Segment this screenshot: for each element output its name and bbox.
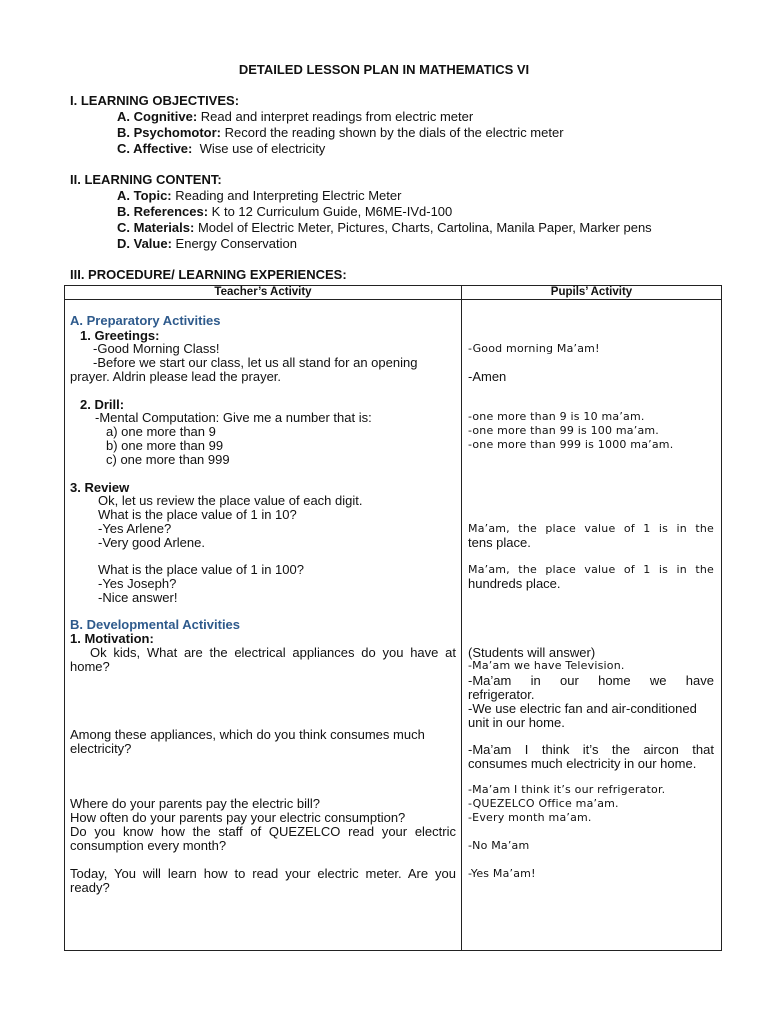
teacher-line: Today, You will learn how to read your electric meter. Are you	[70, 866, 456, 881]
objective-cognitive	[117, 109, 473, 124]
topic-text: Reading and Interpreting Electric Meter	[175, 188, 402, 203]
pupil-line: -Ma’am we have Television.	[468, 659, 625, 672]
pupil-line: consumes much electricity in our home.	[468, 756, 697, 771]
teacher-line: -Nice answer!	[98, 590, 178, 605]
teacher-activity-cell	[65, 300, 461, 950]
teacher-line: What is the place value of 1 in 10?	[98, 507, 297, 522]
content-value	[117, 236, 297, 251]
teacher-line: c) one more than 999	[106, 452, 230, 467]
content-topic	[117, 188, 401, 203]
references-label: B. References:	[117, 204, 209, 219]
pupil-line: -Every month ma’am.	[468, 811, 592, 824]
dev-activities-heading: B. Developmental Activities	[70, 617, 241, 632]
pupils-activity-cell	[462, 300, 721, 950]
pupil-line: -Yes Ma’am!	[468, 867, 536, 880]
pupil-line: -one more than 9 is 10 ma’am.	[468, 410, 645, 423]
motivation-heading: 1. Motivation:	[70, 631, 154, 646]
pupil-line: tens place.	[468, 535, 531, 550]
teacher-line: Ok kids, What are the electrical appliances do you have at	[90, 645, 456, 660]
pupil-line: -We use electric fan and air-conditioned	[468, 701, 697, 716]
page-title: DETAILED LESSON PLAN IN MATHEMATICS VI	[238, 62, 530, 77]
materials-text: Model of Electric Meter, Pictures, Charts, Cartolina, Manila Paper, Marker pens	[197, 220, 652, 235]
cognitive-text: Read and interpret readings from electric meter	[200, 109, 474, 124]
teacher-line: a) one more than 9	[106, 424, 216, 439]
pupils-column-header: Pupils’ Activity	[462, 286, 722, 300]
topic-label: A. Topic:	[117, 188, 172, 203]
affective-text: Wise use of electricity	[199, 141, 326, 156]
review-heading: 3. Review	[70, 480, 130, 495]
prep-activities-heading: A. Preparatory Activities	[70, 313, 221, 328]
pupil-line: -one more than 99 is 100 ma’am.	[468, 424, 659, 437]
teacher-line: ready?	[70, 880, 110, 895]
teacher-line: b) one more than 99	[106, 438, 224, 453]
objective-affective	[117, 141, 325, 156]
greetings-heading: 1. Greetings:	[80, 328, 160, 343]
teacher-line: -Yes Arlene?	[98, 521, 172, 536]
psychomotor-label: B. Psychomotor:	[117, 125, 222, 140]
pupil-line: -QUEZELCO Office ma’am.	[468, 797, 619, 810]
teacher-line: Ok, let us review the place value of each digit.	[98, 493, 363, 508]
references-text: K to 12 Curriculum Guide, M6ME-IVd-100	[211, 204, 453, 219]
teacher-line: -Before we start our class, let us all stand for an opening	[93, 355, 418, 370]
pupil-line: hundreds place.	[468, 576, 561, 591]
pupil-line: -Amen	[468, 369, 507, 384]
teacher-line: electricity?	[70, 741, 132, 756]
pupil-line: -Ma’am in our home we have	[468, 673, 714, 688]
psychomotor-text: Record the reading shown by the dials of the electric meter	[224, 125, 564, 140]
teacher-line: -Yes Joseph?	[98, 576, 177, 591]
pupil-line: Ma’am, the place value of 1 is in the	[468, 522, 714, 535]
pupil-line: unit in our home.	[468, 715, 565, 730]
teacher-line: -Good Morning Class!	[93, 341, 220, 356]
value-text: Energy Conservation	[175, 236, 297, 251]
teacher-line: Where do your parents pay the electric bill?	[70, 796, 321, 811]
procedure-table	[64, 285, 722, 951]
content-references	[117, 204, 452, 219]
value-label: D. Value:	[117, 236, 172, 251]
teacher-line: prayer. Aldrin please lead the prayer.	[70, 369, 282, 384]
teacher-line: Among these appliances, which do you think consumes much	[70, 727, 425, 742]
objectives-heading: I. LEARNING OBJECTIVES:	[70, 93, 240, 108]
drill-heading: 2. Drill:	[80, 397, 125, 412]
pupil-line: refrigerator.	[468, 687, 535, 702]
cognitive-label: A. Cognitive:	[117, 109, 198, 124]
pupil-line: -Ma’am I think it’s our refrigerator.	[468, 783, 666, 796]
pupil-line: (Students will answer)	[468, 645, 596, 660]
content-heading: II. LEARNING CONTENT:	[70, 172, 222, 187]
teacher-line: What is the place value of 1 in 100?	[98, 562, 304, 577]
affective-label: C. Affective:	[117, 141, 193, 156]
teacher-line: home?	[70, 659, 110, 674]
pupil-line: -Good morning Ma’am!	[468, 342, 600, 355]
teacher-line: -Mental Computation: Give me a number that is:	[95, 410, 372, 425]
procedure-heading: III. PROCEDURE/ LEARNING EXPERIENCES:	[70, 267, 347, 282]
objective-psychomotor	[117, 125, 564, 140]
pupil-line: Ma’am, the place value of 1 is in the	[468, 563, 714, 576]
teacher-line: -Very good Arlene.	[98, 535, 205, 550]
teacher-line: consumption every month?	[70, 838, 227, 853]
teacher-line: How often do your parents pay your electric consumption?	[70, 810, 406, 825]
pupil-line: -one more than 999 is 1000 ma’am.	[468, 438, 674, 451]
content-materials	[117, 220, 652, 235]
teacher-line: Do you know how the staff of QUEZELCO read your electric	[70, 824, 456, 839]
materials-label: C. Materials:	[117, 220, 195, 235]
teacher-column-header: Teacher’s Activity	[65, 286, 462, 300]
pupil-line: -Ma’am I think it’s the aircon that	[468, 742, 714, 757]
pupil-line: -No Ma’am	[468, 839, 530, 852]
